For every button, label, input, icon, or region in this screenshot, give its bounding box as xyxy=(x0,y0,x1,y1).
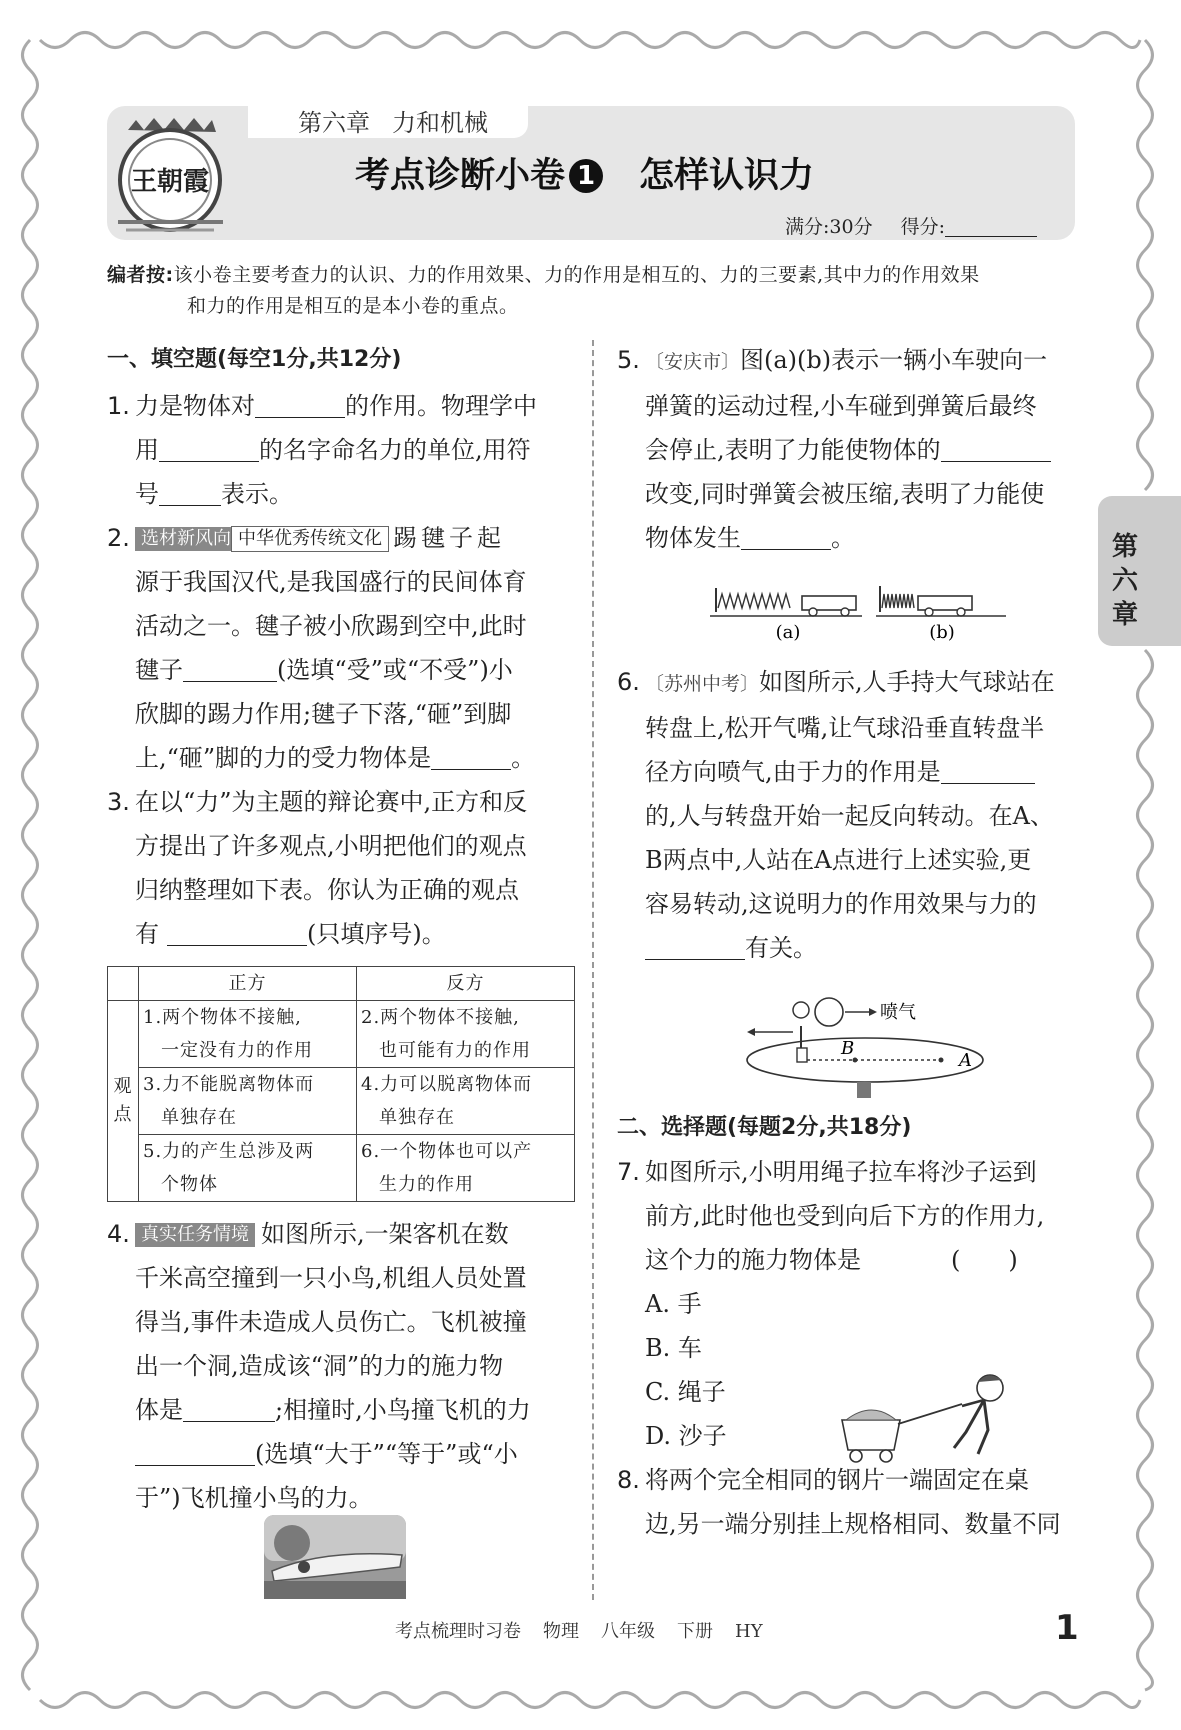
paper-title: 考点诊断小卷 1 怎样认识力 xyxy=(355,156,815,196)
svg-text:王朝霞: 王朝霞 xyxy=(130,167,210,197)
svg-text:(b): (b) xyxy=(929,622,955,643)
answer-blank[interactable] xyxy=(159,435,259,462)
section-title-choice: 二、选择题(每题2分,共18分) xyxy=(617,1115,912,1140)
answer-blank[interactable] xyxy=(645,933,745,960)
svg-text:A: A xyxy=(959,1050,972,1071)
answer-blank[interactable] xyxy=(167,919,307,946)
question-2: 2. 选材新风向 中华优秀传统文化 踢毽子起 源于我国汉代,是我国盛行的民间体育 活动之一。毽子被小欣踢到空中,此时 毽子 (选填“受”或“不受”)小 欣脚的踢力作用;毽子下落,“砸”到脚 上,“砸”脚的力的受力物体是 。 xyxy=(107,524,536,772)
brand-logo-icon xyxy=(108,110,233,236)
answer-blank[interactable] xyxy=(135,1439,255,1466)
table-row: 3.力不能脱离物体而 单独存在 4.力可以脱离物体而 单独存在 xyxy=(108,1068,575,1135)
answer-blank[interactable] xyxy=(183,655,277,682)
page-number: 1 xyxy=(1055,1608,1079,1648)
table-row: 观点 1.两个物体不接触, 一定没有力的作用 2.两个物体不接触, 也可能有力的作用 xyxy=(108,1001,575,1068)
question-4: 4. 真实任务情境 如图所示,一架客机在数 千米高空撞到一只小鸟,机组人员处置 得当,事件未造成人员伤亡。飞机被撞 出一个洞,造成该“洞”的力的施力物 体是 ;相撞时,小鸟撞飞机的力 (选填“大于”“等于”或“小 于”)飞机撞小鸟的力。 xyxy=(107,1220,531,1512)
score-blank[interactable] xyxy=(945,218,1037,237)
editor-note: 编者按:该小卷主要考查力的认识、力的作用效果、力的作用是相互的、力的三要素,其中力的作用效果 和力的作用是相互的是本小卷的重点。 xyxy=(107,264,980,317)
answer-paren[interactable]: ( ) xyxy=(951,1246,1018,1274)
section-title-fill: 一、填空题(每空1分,共12分) xyxy=(107,347,402,372)
question-1: 1. 力是物体对 的作用。物理学中 用 的名字命名力的单位,用符 号 表示。 xyxy=(107,392,537,508)
cart-spring-figure xyxy=(710,582,1010,644)
chapter-side-tab-label: 第六章 xyxy=(1111,532,1138,630)
score-line: 满分:30分 得分: xyxy=(785,212,1037,239)
question-source: 〔安庆市〕 xyxy=(645,351,741,373)
svg-text:(a): (a) xyxy=(775,622,801,643)
topic-tag: 真实任务情境 xyxy=(135,1223,255,1247)
question-7: 7. 如图所示,小明用绳子拉车将沙子运到 前方,此时他也受到向后下方的作用力, 这个力的施力物体是 ( ) xyxy=(617,1158,1045,1274)
column-divider xyxy=(592,340,594,1600)
answer-blank[interactable] xyxy=(255,391,345,418)
table-header-pro: 正方 xyxy=(139,967,357,1001)
chapter-title: 第六章 力和机械 xyxy=(298,109,488,137)
answer-blank[interactable] xyxy=(431,743,511,770)
svg-text:喷气: 喷气 xyxy=(880,1002,916,1023)
option-a[interactable]: A. 手 xyxy=(645,1290,702,1318)
question-6: 6. 〔苏州中考〕如图所示,人手持大气球站在 转盘上,松开气嘴,让气球沿垂直转盘半 径方向喷气,由于力的作用是 的,人与转盘开始一起反向转动。在A、 B两点中,人站在A点进行上述实验,更 容易转动,这说明力的作用效果与力的 有关。 xyxy=(617,668,1055,962)
answer-blank[interactable] xyxy=(941,757,1035,784)
cart-pull-figure xyxy=(838,1370,1018,1480)
question-5: 5. 〔安庆市〕图(a)(b)表示一辆小车驶向一 弹簧的运动过程,小车碰到弹簧后最终 会停止,表明了力能使物体的 改变,同时弹簧会被压缩,表明了力能使 物体发生 。 xyxy=(617,338,1077,560)
left-column xyxy=(107,338,567,1520)
question-source: 〔苏州中考〕 xyxy=(645,673,760,695)
topic-tag: 中华优秀传统文化 xyxy=(231,526,389,552)
airplane-photo xyxy=(264,1515,406,1599)
answer-blank[interactable] xyxy=(941,435,1051,462)
right-column xyxy=(617,338,1077,1546)
paper-number-badge: 1 xyxy=(569,159,603,193)
table-row-label: 观点 xyxy=(108,1001,139,1202)
answer-blank[interactable] xyxy=(183,1395,275,1422)
answer-blank[interactable] xyxy=(159,479,221,506)
views-table xyxy=(107,966,575,1202)
answer-blank[interactable] xyxy=(741,523,831,550)
question-3: 3. 在以“力”为主题的辩论赛中,正方和反 方提出了许多观点,小明把他们的观点 归纳整理如下表。你认为正确的观点 有 (只填序号)。 xyxy=(107,788,528,948)
option-d[interactable]: D. 沙子 xyxy=(645,1422,727,1450)
footer: 考点梳理时习卷 物理 八年级 下册 HY xyxy=(395,1621,763,1642)
svg-text:B: B xyxy=(841,1038,855,1059)
table-row: 5.力的产生总涉及两 个物体 6.一个物体也可以产 生力的作用 xyxy=(108,1135,575,1202)
option-b[interactable]: B. 车 xyxy=(645,1334,702,1362)
topic-tag: 选材新风向 xyxy=(135,527,237,551)
question-8: 8. 将两个完全相同的钢片一端固定在桌 边,另一端分别挂上规格相同、数量不同 xyxy=(617,1466,1061,1538)
option-c[interactable]: C. 绳子 xyxy=(645,1378,726,1406)
table-header-con: 反方 xyxy=(357,967,575,1001)
turntable-figure xyxy=(745,996,985,1106)
